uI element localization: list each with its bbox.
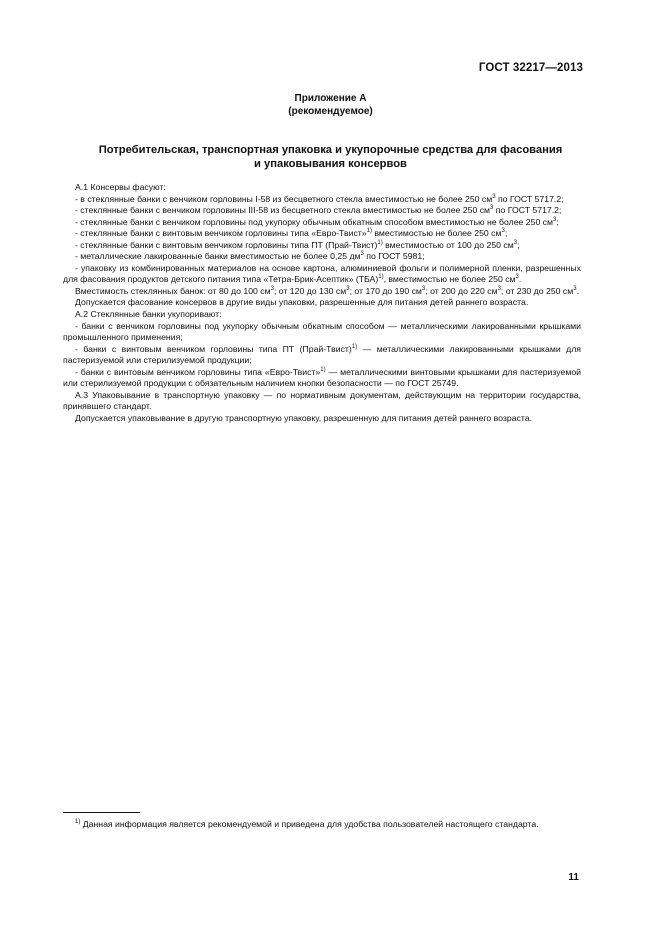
clause-a2-item-1: - банки с венчиком горловины под укупорку обычным обкатным способом — металлическими лакированными крышками промышленного применения; xyxy=(63,320,581,343)
annex-body xyxy=(63,182,581,424)
footnote-text: Данная информация является рекомендуемой и приведена для удобства пользователей настоящего стандарта. xyxy=(80,819,539,829)
clause-a1-intro: А.1 Консервы фасуют: xyxy=(75,182,166,192)
clause-a1-item-5: - стеклянные банки с винтовым венчиком горловины типа ПТ (Прай-Твист)$^{1)}$ вместимостью от 100 до 250 $см^3$; xyxy=(75,239,520,250)
annex-title-line-1: Потребительская, транспортная упаковка и укупорочные средства для фасования xyxy=(98,144,563,156)
clause-a3: А.3 Упаковывание в транспортную упаковку — по нормативным документам, действующим на территории государства, принявшего стандарт. xyxy=(63,389,581,412)
annex-status: (рекомендуемое) xyxy=(288,106,373,117)
footnote-marker: 1) xyxy=(75,819,81,825)
other-transport-paragraph: Допускается упаковывание в другую транспортную упаковку, разрешенную для питания детей раннего возраста. xyxy=(75,412,533,423)
clause-a1-item-7: - упаковку из комбинированных материалов на основе картона, алюминиевой фольги и полимерной пленки, разрешенных для фасования продуктов детского питания типа «Тетра-Брик-Асептик» (ТБА)$^{1)}$, вместимостью не более 250 $см^3$. xyxy=(63,262,581,285)
clause-a2-item-2: - банки с винтовым венчиком горловины типа ПТ (Прай-Твист)$^{1)}$ — металлическими лакированными крышками для пастеризуемой или стерилизуемой продукции; xyxy=(63,343,581,366)
clause-a1-item-4: - стеклянные банки с винтовым венчиком горловины типа «Евро-Твист»$^{1)}$ вместимостью не более 250 $см^3$; xyxy=(75,228,508,239)
annex-title-line-2: и упаковывания консервов xyxy=(254,158,407,170)
page-number: 11 xyxy=(568,872,579,883)
annex-heading xyxy=(0,92,661,118)
clause-a2-intro: А.2 Стеклянные банки укупоривают: xyxy=(75,309,222,320)
clause-a2-item-3: - банки с винтовым венчиком горловины типа «Евро-Твист»$^{1)}$ — металлическими винтовыми крышками для пастеризуемой или стерилизуемой продукции с обязательным наличием кнопки безопасности — по ГОСТ 25749. xyxy=(63,366,582,389)
clause-a1-item-3: - стеклянные банки с венчиком горловины под укупорку обычным обкатным способом вместимостью не более 250 $см^3$; xyxy=(75,216,559,227)
footnote xyxy=(63,818,581,831)
footnote-divider xyxy=(63,812,140,813)
standard-number: ГОСТ 32217—2013 xyxy=(478,62,583,74)
annex-label: Приложение А xyxy=(294,93,367,104)
clause-a1-item-2: - стеклянные банки с венчиком горловины III-58 из бесцветного стекла вместимостью не более 250 $см^3$ по ГОСТ 5717.2; xyxy=(75,205,562,216)
clause-a1-item-1: - в стеклянные банки с венчиком горловины I-58 из бесцветного стекла вместимостью не более 250 $см^3$ по ГОСТ 5717.2; xyxy=(75,193,564,204)
jar-capacity-paragraph: Вместимость стеклянных банок: от 80 до 100 $см^3$; от 120 до 130 $см^3$; от 170 до 190 $см^3$; от 200 до 220 $см^3$; от 230 до 250 $см^3$. xyxy=(75,285,579,296)
clause-a1-item-6: - металлические лакированные банки вместимостью не более 0,25 $дм^3$ по ГОСТ 5981; xyxy=(75,251,425,262)
other-packing-paragraph: Допускается фасование консервов в другие виды упаковки, разрешенные для питания детей раннего возраста. xyxy=(75,297,529,308)
annex-title xyxy=(60,143,601,171)
